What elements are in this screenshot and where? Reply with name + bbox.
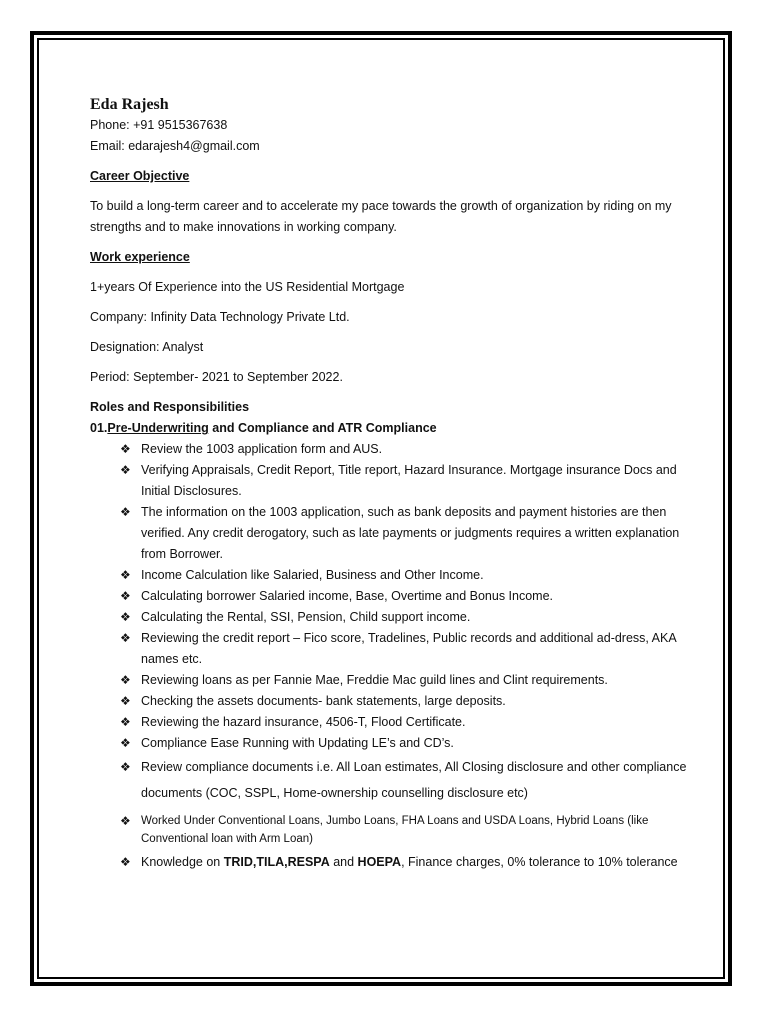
list-item: ❖ Reviewing loans as per Fannie Mae, Freddie Mac guild lines and Clint requirements. — [120, 670, 690, 691]
list-item: ❖ Knowledge on TRID,TILA,RESPA and HOEPA, Finance charges, 0% tolerance to 10% tolerance — [120, 852, 690, 873]
career-objective-heading: Career Objective — [90, 169, 190, 183]
period-line: Period: September- 2021 to September 2022. — [90, 370, 343, 384]
diamond-bullet-icon: ❖ — [120, 814, 131, 828]
roles-heading: Roles and Responsibilities — [90, 400, 250, 414]
list-item: ❖ Checking the assets documents- bank statements, large deposits. — [120, 691, 690, 712]
diamond-bullet-icon: ❖ — [120, 855, 131, 869]
roles-subheading — [90, 418, 690, 439]
resume-content — [90, 93, 690, 873]
subheading-number: 01. — [90, 421, 108, 435]
diamond-bullet-icon: ❖ — [120, 568, 131, 582]
diamond-bullet-icon: ❖ — [120, 694, 131, 708]
email-line: Email: edarajesh4@gmail.com — [90, 139, 260, 153]
candidate-name: Eda Rajesh — [90, 96, 169, 113]
phone-line: Phone: +91 9515367638 — [90, 118, 228, 132]
list-item: ❖ Verifying Appraisals, Credit Report, Title report, Hazard Insurance. Mortgage insurance Docs and Initial Disclosures. — [120, 460, 690, 502]
diamond-bullet-icon: ❖ — [120, 760, 131, 774]
diamond-bullet-icon: ❖ — [120, 715, 131, 729]
diamond-bullet-icon: ❖ — [120, 463, 131, 477]
list-item: ❖ Reviewing the hazard insurance, 4506-T, Flood Certificate. — [120, 712, 690, 733]
list-item: ❖ Calculating the Rental, SSI, Pension, Child support income. — [120, 607, 690, 628]
diamond-bullet-icon: ❖ — [120, 736, 131, 750]
company-line: Company: Infinity Data Technology Private Ltd. — [90, 310, 350, 324]
designation-line: Designation: Analyst — [90, 340, 204, 354]
list-item: ❖ The information on the 1003 application, such as bank deposits and payment histories are then verified. Any credit derogatory, such as late payments or judgments requires a written explanation from Borrower. — [120, 502, 690, 565]
diamond-bullet-icon: ❖ — [120, 442, 131, 456]
diamond-bullet-icon: ❖ — [120, 505, 131, 519]
list-item: ❖ Income Calculation like Salaried, Business and Other Income. — [120, 565, 690, 586]
diamond-bullet-icon: ❖ — [120, 631, 131, 645]
responsibilities-list — [90, 439, 690, 873]
list-item: ❖ Compliance Ease Running with Updating LE’s and CD’s. — [120, 733, 690, 754]
diamond-bullet-icon: ❖ — [120, 589, 131, 603]
list-item: ❖ Review compliance documents i.e. All Loan estimates, All Closing disclosure and other compliance documents (COC, SSPL, Home-ownership counselling disclosure etc) — [120, 754, 690, 806]
list-item: ❖ Calculating borrower Salaried income, Base, Overtime and Bonus Income. — [120, 586, 690, 607]
subheading-underlined: Pre-Underwriting — [107, 421, 209, 435]
list-item: ❖ Reviewing the credit report – Fico score, Tradelines, Public records and additional ad-dress, AKA names etc. — [120, 628, 690, 670]
work-experience-heading: Work experience — [90, 250, 190, 264]
diamond-bullet-icon: ❖ — [120, 610, 131, 624]
experience-summary: 1+years Of Experience into the US Residential Mortgage — [90, 280, 405, 294]
list-item: ❖ Review the 1003 application form and AUS. — [120, 439, 690, 460]
list-item: ❖ Worked Under Conventional Loans, Jumbo Loans, FHA Loans and USDA Loans, Hybrid Loans (like Conventional loan with Arm Loan) — [120, 814, 649, 845]
diamond-bullet-icon: ❖ — [120, 673, 131, 687]
subheading-rest: and Compliance and ATR Compliance — [208, 421, 437, 435]
career-objective-text: To build a long-term career and to accelerate my pace towards the growth of organization by riding on my strengths and to make innovations in working company. — [90, 199, 672, 234]
